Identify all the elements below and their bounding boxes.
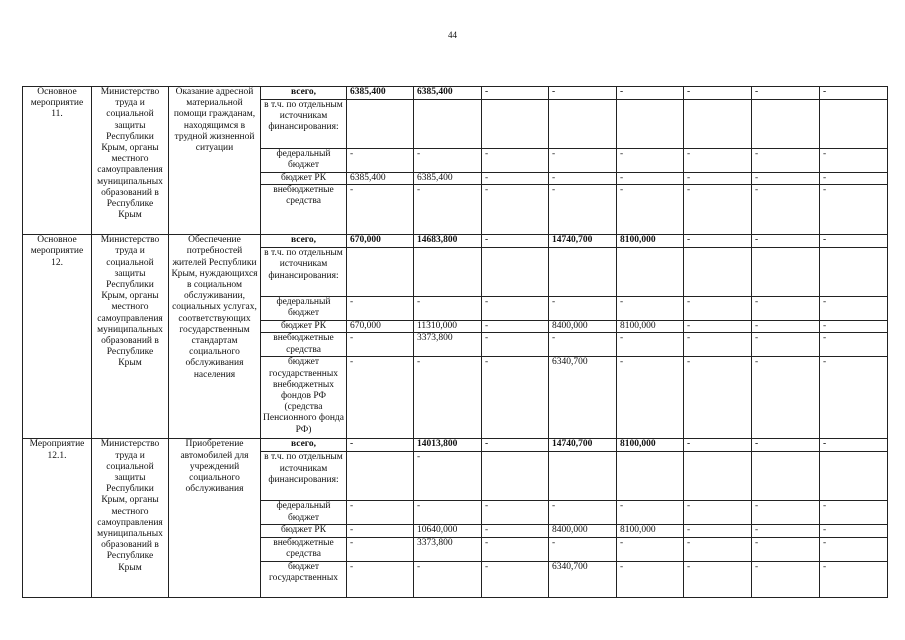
funding-source-cell: федеральный бюджет (261, 149, 347, 173)
value-cell: - (820, 537, 888, 561)
value-cell: - (617, 501, 684, 525)
value-cell: - (549, 185, 617, 235)
funding-source-cell: всего, (261, 87, 347, 100)
value-cell: - (617, 297, 684, 321)
value-cell: - (414, 297, 482, 321)
activity-name-cell: Основное мероприятие 11. (23, 87, 92, 235)
value-cell: - (752, 173, 820, 185)
page-number: 44 (448, 30, 457, 40)
description-cell: Обеспечение потребностей жителей Республики Крым, нуждающихся в социальном обслуживании, социальных услугах, соответствующих государственным стандартам социального обслуживания населения (169, 235, 261, 439)
value-cell: - (752, 537, 820, 561)
value-cell: 3373,800 (414, 333, 482, 357)
value-cell: 6385,400 (414, 173, 482, 185)
value-cell: - (820, 333, 888, 357)
value-cell: - (820, 501, 888, 525)
value-cell: - (347, 185, 414, 235)
funding-source-cell: бюджет РК (261, 525, 347, 537)
value-cell: - (684, 235, 752, 248)
activity-name-cell: Мероприятие 12.1. (23, 439, 92, 597)
value-cell: 14740,700 (549, 235, 617, 248)
value-cell (414, 100, 482, 149)
value-cell: - (820, 321, 888, 333)
funding-source-cell: бюджет РК (261, 321, 347, 333)
value-cell: - (549, 297, 617, 321)
value-cell (482, 100, 549, 149)
value-cell: - (414, 452, 482, 501)
value-cell: - (482, 439, 549, 452)
value-cell: - (482, 321, 549, 333)
funding-source-cell: внебюджетные средства (261, 185, 347, 235)
value-cell (347, 100, 414, 149)
value-cell: - (482, 357, 549, 439)
value-cell: - (752, 561, 820, 597)
funding-source-cell: всего, (261, 235, 347, 248)
value-cell: - (684, 333, 752, 357)
value-cell (617, 100, 684, 149)
value-cell: - (820, 297, 888, 321)
value-cell (684, 248, 752, 297)
value-cell: - (752, 525, 820, 537)
value-cell: - (752, 87, 820, 100)
value-cell: - (414, 185, 482, 235)
value-cell: - (820, 439, 888, 452)
value-cell (820, 248, 888, 297)
value-cell (482, 248, 549, 297)
value-cell: 14013,800 (414, 439, 482, 452)
value-cell: - (482, 537, 549, 561)
value-cell (347, 248, 414, 297)
funding-source-cell: федеральный бюджет (261, 501, 347, 525)
funding-source-cell: федеральный бюджет (261, 297, 347, 321)
value-cell (617, 452, 684, 501)
value-cell: 6385,400 (414, 87, 482, 100)
description-cell: Оказание адресной материальной помощи гражданам, находящимся в трудной жизненной ситуации (169, 87, 261, 235)
value-cell: - (347, 561, 414, 597)
value-cell: - (684, 537, 752, 561)
value-cell: - (549, 537, 617, 561)
value-cell: - (347, 537, 414, 561)
value-cell: - (684, 87, 752, 100)
value-cell: - (482, 297, 549, 321)
description-cell: Приобретение автомобилей для учреждений социального обслуживания (169, 439, 261, 597)
value-cell: - (752, 185, 820, 235)
value-cell: - (347, 439, 414, 452)
value-cell: - (820, 525, 888, 537)
value-cell: - (684, 525, 752, 537)
value-cell: - (617, 149, 684, 173)
value-cell: - (752, 439, 820, 452)
value-cell: - (414, 501, 482, 525)
funding-source-cell: бюджет государственных (261, 561, 347, 597)
financing-table (22, 86, 888, 598)
value-cell: - (752, 235, 820, 248)
value-cell: 8100,000 (617, 525, 684, 537)
value-cell: - (752, 321, 820, 333)
value-cell (549, 248, 617, 297)
funding-source-cell: внебюджетные средства (261, 537, 347, 561)
value-cell (684, 100, 752, 149)
value-cell: 8100,000 (617, 439, 684, 452)
value-cell (549, 452, 617, 501)
value-cell: - (617, 537, 684, 561)
value-cell: 8100,000 (617, 321, 684, 333)
value-cell: - (549, 501, 617, 525)
value-cell: - (617, 333, 684, 357)
value-cell: - (482, 185, 549, 235)
value-cell: - (820, 87, 888, 100)
value-cell: - (482, 501, 549, 525)
value-cell: - (684, 501, 752, 525)
value-cell: - (549, 87, 617, 100)
value-cell: 670,000 (347, 321, 414, 333)
value-cell: - (617, 357, 684, 439)
value-cell: - (482, 333, 549, 357)
value-cell (414, 248, 482, 297)
value-cell: - (414, 149, 482, 173)
value-cell: - (820, 173, 888, 185)
value-cell: 8100,000 (617, 235, 684, 248)
value-cell: 670,000 (347, 235, 414, 248)
funding-source-cell: бюджет государственных внебюджетных фондов РФ (средства Пенсионного фонда РФ) (261, 357, 347, 439)
value-cell: 14683,800 (414, 235, 482, 248)
value-cell: 6385,400 (347, 173, 414, 185)
value-cell: - (482, 561, 549, 597)
value-cell: - (684, 149, 752, 173)
value-cell: - (414, 561, 482, 597)
funding-source-cell: в т.ч. по отдельным источникам финансирования: (261, 248, 347, 297)
value-cell: - (347, 501, 414, 525)
value-cell: 10640,000 (414, 525, 482, 537)
funding-source-cell: всего, (261, 439, 347, 452)
value-cell: - (684, 439, 752, 452)
value-cell: - (549, 333, 617, 357)
value-cell: 6340,700 (549, 357, 617, 439)
value-cell: - (820, 235, 888, 248)
value-cell: - (684, 321, 752, 333)
value-cell: - (752, 357, 820, 439)
value-cell: - (482, 149, 549, 173)
value-cell (482, 452, 549, 501)
value-cell (752, 248, 820, 297)
value-cell: - (347, 297, 414, 321)
value-cell: - (414, 357, 482, 439)
value-cell: - (752, 149, 820, 173)
value-cell: - (820, 357, 888, 439)
funding-source-cell: бюджет РК (261, 173, 347, 185)
value-cell: 14740,700 (549, 439, 617, 452)
value-cell: - (820, 185, 888, 235)
value-cell: - (752, 501, 820, 525)
executor-cell: Министерство труда и социальной защиты Республики Крым, органы местного самоуправления муниципальных образований в Республике Крым (92, 87, 169, 235)
value-cell: - (549, 173, 617, 185)
value-cell: - (752, 333, 820, 357)
table-row (23, 235, 888, 248)
value-cell: - (347, 333, 414, 357)
value-cell: - (617, 87, 684, 100)
value-cell: - (617, 185, 684, 235)
value-cell: - (752, 297, 820, 321)
value-cell: - (820, 561, 888, 597)
value-cell: 8400,000 (549, 321, 617, 333)
executor-cell: Министерство труда и социальной защиты Республики Крым, органы местного самоуправления муниципальных образований в Республике Крым (92, 235, 169, 439)
value-cell: - (684, 561, 752, 597)
value-cell (617, 248, 684, 297)
activity-name-cell: Основное мероприятие 12. (23, 235, 92, 439)
value-cell (549, 100, 617, 149)
value-cell (347, 452, 414, 501)
value-cell (684, 452, 752, 501)
table-row (23, 87, 888, 100)
funding-source-cell: в т.ч. по отдельным источникам финансирования: (261, 100, 347, 149)
value-cell: - (482, 235, 549, 248)
value-cell (820, 100, 888, 149)
value-cell: - (482, 87, 549, 100)
value-cell: 3373,800 (414, 537, 482, 561)
value-cell: 8400,000 (549, 525, 617, 537)
funding-source-cell: в т.ч. по отдельным источникам финансирования: (261, 452, 347, 501)
table-row (23, 439, 888, 452)
value-cell: 6385,400 (347, 87, 414, 100)
value-cell: - (617, 561, 684, 597)
value-cell: - (617, 173, 684, 185)
value-cell (752, 452, 820, 501)
value-cell: - (820, 149, 888, 173)
executor-cell: Министерство труда и социальной защиты Республики Крым, органы местного самоуправления муниципальных образований в Республике Крым (92, 439, 169, 597)
value-cell: - (347, 525, 414, 537)
value-cell: - (684, 297, 752, 321)
value-cell: 6340,700 (549, 561, 617, 597)
funding-source-cell: внебюджетные средства (261, 333, 347, 357)
value-cell: - (684, 185, 752, 235)
value-cell (752, 100, 820, 149)
value-cell: 11310,000 (414, 321, 482, 333)
value-cell: - (684, 357, 752, 439)
value-cell: - (684, 173, 752, 185)
value-cell: - (482, 525, 549, 537)
value-cell: - (347, 357, 414, 439)
value-cell: - (347, 149, 414, 173)
value-cell: - (482, 173, 549, 185)
value-cell (820, 452, 888, 501)
value-cell: - (549, 149, 617, 173)
